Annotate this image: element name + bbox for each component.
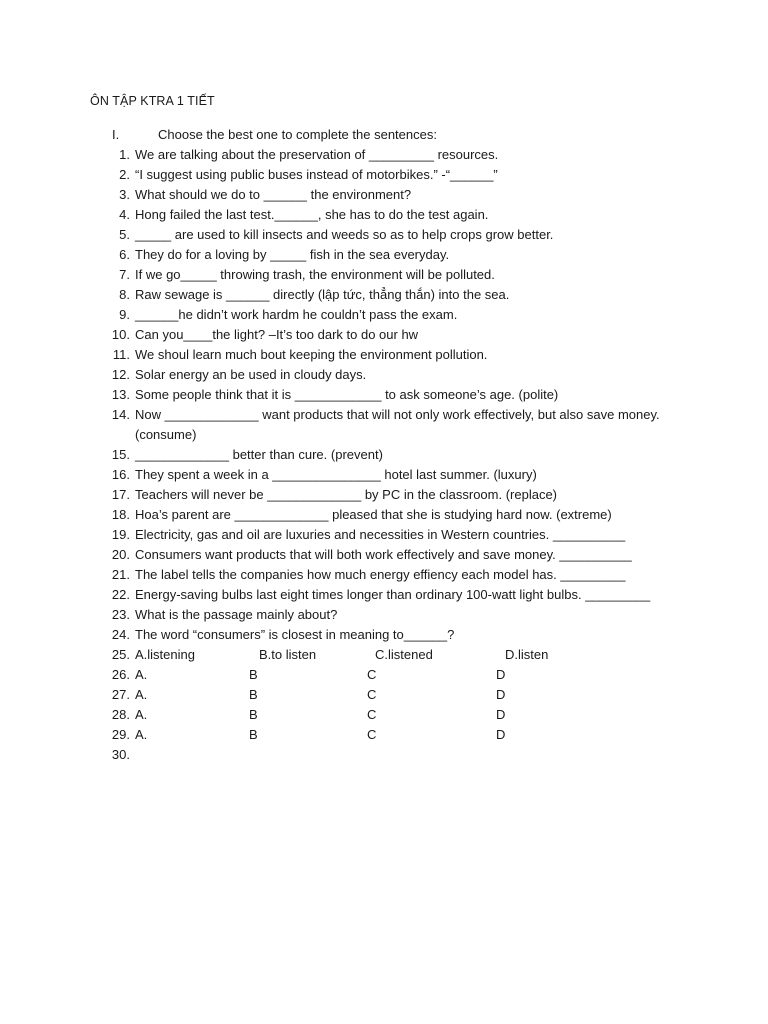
item-number: 22. — [111, 587, 130, 602]
list-item — [106, 565, 706, 585]
option-d: D — [496, 667, 506, 682]
item-number: 8. — [119, 287, 130, 302]
item-number: 10. — [111, 327, 130, 342]
page-title: ÔN TẬP KTRA 1 TIẾT — [90, 94, 215, 108]
option-a: A. — [135, 727, 148, 742]
option-c: C.listened — [375, 647, 433, 662]
item-text: What is the passage mainly about? — [135, 607, 338, 622]
item-text: They spent a week in a _______________ hotel last summer. (luxury) — [135, 467, 537, 482]
option-a: A. — [135, 707, 148, 722]
item-text: Raw sewage is ______ directly (lập tức, thẳng thắn) into the sea. — [135, 287, 510, 302]
option-row — [106, 685, 706, 705]
list-item — [106, 325, 706, 345]
item-text: _____________ better than cure. (prevent) — [135, 447, 383, 462]
list-item — [106, 265, 706, 285]
item-text: Energy-saving bulbs last eight times longer than ordinary 100-watt light bulbs. _________ — [135, 587, 651, 602]
item-number: 17. — [111, 487, 130, 502]
list-item — [106, 745, 706, 765]
item-number: 19. — [111, 527, 130, 542]
question-list — [106, 125, 706, 765]
list-item — [106, 285, 706, 305]
option-row — [106, 705, 706, 725]
list-item — [106, 545, 706, 565]
list-item — [106, 465, 706, 485]
item-number: 9. — [119, 307, 130, 322]
item-text: We are talking about the preservation of _________ resources. — [135, 147, 499, 162]
list-item — [106, 245, 706, 265]
option-b: B — [249, 687, 258, 702]
list-item — [106, 625, 706, 645]
item-number: 5. — [119, 227, 130, 242]
item-number: 25. — [111, 647, 130, 662]
item-number: 2. — [119, 167, 130, 182]
item-number: 1. — [119, 147, 130, 162]
section-heading — [106, 125, 706, 145]
section-number: I. — [112, 127, 120, 142]
option-c: C — [367, 727, 377, 742]
item-text: Solar energy an be used in cloudy days. — [135, 367, 367, 382]
item-number: 28. — [111, 707, 130, 722]
option-a: A.listening — [135, 647, 195, 662]
list-item — [106, 145, 706, 165]
list-item — [106, 405, 706, 425]
option-d: D — [496, 727, 506, 742]
item-number: 16. — [111, 467, 130, 482]
item-number: 29. — [111, 727, 130, 742]
item-number: 26. — [111, 667, 130, 682]
item-text: The label tells the companies how much energy effiency each model has. _________ — [135, 567, 626, 582]
list-item — [106, 165, 706, 185]
item-text: Can you____the light? –It’s too dark to do our hw — [135, 327, 419, 342]
item-text: (consume) — [135, 427, 197, 442]
option-b: B.to listen — [259, 647, 317, 662]
option-a: A. — [135, 667, 148, 682]
list-item — [106, 605, 706, 625]
option-d: D.listen — [505, 647, 549, 662]
list-item — [106, 505, 706, 525]
item-number: 11. — [112, 347, 130, 362]
item-number: 24. — [111, 627, 130, 642]
item-number: 23. — [111, 607, 130, 622]
item-text: Hong failed the last test.______, she has to do the test again. — [135, 207, 489, 222]
list-item — [106, 365, 706, 385]
option-b: B — [249, 707, 258, 722]
item-number: 30. — [111, 747, 130, 762]
list-item — [106, 345, 706, 365]
list-item — [106, 525, 706, 545]
list-item — [106, 305, 706, 325]
option-d: D — [496, 687, 506, 702]
item-text: _____ are used to kill insects and weeds so as to help crops grow better. — [135, 227, 554, 242]
item-text: If we go_____ throwing trash, the environment will be polluted. — [135, 267, 495, 282]
option-row — [106, 645, 706, 665]
option-a: A. — [135, 687, 148, 702]
item-number: 15. — [111, 447, 130, 462]
list-item — [106, 445, 706, 465]
option-b: B — [249, 727, 258, 742]
item-number: 21. — [111, 567, 130, 582]
item-text: The word “consumers” is closest in meaning to______? — [135, 627, 455, 642]
item-number: 3. — [119, 187, 130, 202]
item-number: 12. — [111, 367, 130, 382]
option-row — [106, 725, 706, 745]
item-text: Some people think that it is ____________ to ask someone’s age. (polite) — [135, 387, 559, 402]
option-row — [106, 665, 706, 685]
item-number: 6. — [119, 247, 130, 262]
item-text: Electricity, gas and oil are luxuries and necessities in Western countries. __________ — [135, 527, 626, 542]
item-text: ______he didn’t work hardm he couldn’t pass the exam. — [135, 307, 458, 322]
option-b: B — [249, 667, 258, 682]
option-c: C — [367, 707, 377, 722]
list-item — [106, 585, 706, 605]
item-text: Now _____________ want products that will not only work effectively, but also save money. — [135, 407, 660, 422]
item-number: 18. — [111, 507, 130, 522]
item-text: Consumers want products that will both work effectively and save money. __________ — [135, 547, 632, 562]
list-item — [106, 485, 706, 505]
item-text: “I suggest using public buses instead of motorbikes.” -“______” — [135, 167, 498, 182]
list-item — [106, 205, 706, 225]
item-number: 4. — [119, 207, 130, 222]
list-item — [106, 385, 706, 405]
item-number: 13. — [111, 387, 130, 402]
item-number: 20. — [111, 547, 130, 562]
option-c: C — [367, 687, 377, 702]
section-instruction: Choose the best one to complete the sentences: — [158, 127, 437, 142]
list-item — [106, 225, 706, 245]
item-text: They do for a loving by _____ fish in the sea everyday. — [135, 247, 450, 262]
item-number: 27. — [111, 687, 130, 702]
list-item-continuation — [106, 425, 706, 445]
item-text: Teachers will never be _____________ by PC in the classroom. (replace) — [135, 487, 558, 502]
item-text: What should we do to ______ the environment? — [135, 187, 412, 202]
item-number: 14. — [111, 407, 130, 422]
item-text: Hoa’s parent are _____________ pleased that she is studying hard now. (extreme) — [135, 507, 612, 522]
item-text: We shoul learn much bout keeping the environment pollution. — [135, 347, 488, 362]
option-d: D — [496, 707, 506, 722]
list-item — [106, 185, 706, 205]
item-number: 7. — [119, 267, 130, 282]
option-c: C — [367, 667, 377, 682]
